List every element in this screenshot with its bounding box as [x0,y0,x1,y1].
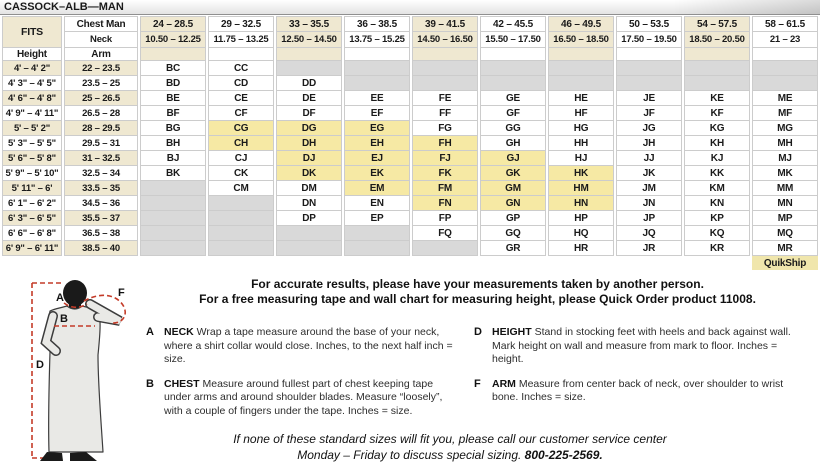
unavailable-cell [276,61,342,76]
unavailable-cell [548,61,614,76]
unavailable-cell [548,76,614,91]
unavailable-cell [616,61,682,76]
height-range-cell: 5' 11" – 6' [2,181,62,196]
size-row [2,211,818,226]
highlighted-size-code-cell: HN [548,196,614,211]
highlighted-size-code-cell: HM [548,181,614,196]
unavailable-cell [480,76,546,91]
size-code-cell: HH [548,136,614,151]
size-code-cell: KJ [684,151,750,166]
spacer-cell [208,48,274,61]
size-code-cell: MM [752,181,818,196]
unavailable-cell [752,61,818,76]
size-code-cell: MJ [752,151,818,166]
size-code-cell: BK [140,166,206,181]
size-code-cell: MH [752,136,818,151]
size-row [2,106,818,121]
measurement-notes [140,277,815,307]
figure-label-d: D [36,359,44,371]
chest-header-row [2,16,818,32]
size-code-cell: CJ [208,151,274,166]
neck-range-cell: 10.50 – 12.25 [140,32,206,48]
measurement-note-line2: For a free measuring tape and wall chart for measuring height, please Quick Order product 11008. [199,292,756,306]
instruction-item [146,326,462,367]
arm-range-cell: 29.5 – 31 [64,136,138,151]
unavailable-cell [752,76,818,91]
highlighted-size-code-cell: EG [344,121,410,136]
size-code-cell: EE [344,91,410,106]
height-range-cell: 6' 6" – 6' 8" [2,226,62,241]
height-range-cell: 5' 6" – 5' 8" [2,151,62,166]
unavailable-cell [208,211,274,226]
highlighted-size-code-cell: EJ [344,151,410,166]
highlighted-size-code-cell: EK [344,166,410,181]
instruction-letter: A [146,326,154,338]
unavailable-cell [208,241,274,256]
height-range-cell: 4' 3" – 4' 5" [2,76,62,91]
instruction-term: HEIGHT [492,326,532,338]
neck-range-cell: 21 – 23 [752,32,818,48]
highlighted-size-code-cell: FK [412,166,478,181]
figure-label-f: F [118,287,125,299]
arm-range-cell: 36.5 – 38 [64,226,138,241]
size-code-cell: MP [752,211,818,226]
unavailable-cell [276,241,342,256]
size-code-cell: DE [276,91,342,106]
height-range-cell: 4' – 4' 2" [2,61,62,76]
size-code-cell: CD [208,76,274,91]
size-code-cell: JG [616,121,682,136]
highlighted-size-code-cell: DH [276,136,342,151]
size-code-cell: FG [412,121,478,136]
neck-label: Neck [64,32,138,48]
size-code-cell: EN [344,196,410,211]
size-code-cell: HF [548,106,614,121]
size-code-cell: BF [140,106,206,121]
instruction-text: ARM Measure from center back of neck, over shoulder to wrist bone. Inches = size. [492,377,784,403]
spacer-cell [480,48,546,61]
instruction-letter: D [474,326,482,338]
size-code-cell: HE [548,91,614,106]
size-code-cell: DD [276,76,342,91]
unavailable-cell [344,226,410,241]
neck-range-cell: 18.50 – 20.50 [684,32,750,48]
size-code-cell: HR [548,241,614,256]
unavailable-cell [480,61,546,76]
highlighted-size-code-cell: GJ [480,151,546,166]
size-code-cell: MG [752,121,818,136]
highlighted-size-code-cell: GN [480,196,546,211]
size-code-cell: KE [684,91,750,106]
height-range-cell: 6' 1" – 6' 2" [2,196,62,211]
instructions-right-column [474,326,794,429]
size-code-cell: KG [684,121,750,136]
measuring-instructions [146,326,798,429]
arm-range-cell: 31 – 32.5 [64,151,138,166]
size-code-cell: MR [752,241,818,256]
highlighted-size-code-cell: FH [412,136,478,151]
highlighted-size-code-cell: GM [480,181,546,196]
chest-range-cell: 42 – 45.5 [480,16,546,32]
height-range-cell: 6' 9" – 6' 11" [2,241,62,256]
size-code-cell: CM [208,181,274,196]
spacer-cell [412,48,478,61]
size-code-cell: KQ [684,226,750,241]
arm-range-cell: 25 – 26.5 [64,91,138,106]
size-code-cell: BJ [140,151,206,166]
instruction-text: HEIGHT Stand in stocking feet with heels and back against wall. Mark height on wall and measure from mark to floor. Inches = height. [492,326,791,365]
arm-range-cell: 22 – 23.5 [64,61,138,76]
arm-range-cell: 33.5 – 35 [64,181,138,196]
unavailable-cell [140,196,206,211]
highlighted-size-code-cell: FM [412,181,478,196]
size-code-cell: CF [208,106,274,121]
height-range-cell: 4' 9" – 4' 11" [2,106,62,121]
instruction-item [146,378,462,419]
size-code-cell: JH [616,136,682,151]
highlighted-size-code-cell: EH [344,136,410,151]
size-code-cell: ME [752,91,818,106]
size-code-cell: DF [276,106,342,121]
size-code-cell: KR [684,241,750,256]
size-code-cell: MN [752,196,818,211]
size-code-cell: KP [684,211,750,226]
neck-range-cell: 17.50 – 19.50 [616,32,682,48]
unavailable-cell [412,76,478,91]
unavailable-cell [344,61,410,76]
size-row [2,91,818,106]
size-code-cell: EP [344,211,410,226]
size-code-cell: GP [480,211,546,226]
arm-range-cell: 38.5 – 40 [64,241,138,256]
highlighted-size-code-cell: DG [276,121,342,136]
highlighted-size-code-cell: EM [344,181,410,196]
instruction-text: NECK Wrap a tape measure around the base of your neck, where a shirt collar would close. Inches, to the next half inch = size. [164,326,453,365]
size-chart-table [0,16,820,270]
special-sizing-note [115,431,785,463]
unavailable-cell [344,241,410,256]
size-code-cell: JM [616,181,682,196]
spacer-cell [344,48,410,61]
neck-range-cell: 13.75 – 15.25 [344,32,410,48]
figure-label-b: B [60,313,68,325]
instruction-letter: B [146,377,154,390]
unavailable-cell [140,226,206,241]
cassock-measurement-diagram [4,280,140,472]
height-range-cell: 5' – 5' 2" [2,121,62,136]
customer-service-phone: 800-225-2569. [524,448,603,462]
size-code-cell: GG [480,121,546,136]
arm-range-cell: 35.5 – 37 [64,211,138,226]
spacer-cell [752,48,818,61]
special-sizing-line2-text: Monday – Friday to discuss special sizing. [297,448,525,462]
highlighted-size-code-cell: CG [208,121,274,136]
size-code-cell: FF [412,106,478,121]
size-code-cell: JE [616,91,682,106]
page-title: CASSOCK–ALB—MAN [0,0,820,15]
size-code-cell: BG [140,121,206,136]
neck-range-cell: 11.75 – 13.25 [208,32,274,48]
size-code-cell: KN [684,196,750,211]
height-range-cell: 4' 6" – 4' 8" [2,91,62,106]
size-code-cell: KH [684,136,750,151]
unavailable-cell [208,196,274,211]
quikship-row-spacer [2,256,750,270]
highlighted-size-code-cell: FJ [412,151,478,166]
unavailable-cell [684,76,750,91]
chest-range-cell: 54 – 57.5 [684,16,750,32]
height-arm-header-row [2,48,818,61]
size-code-cell: KF [684,106,750,121]
highlighted-size-code-cell: DK [276,166,342,181]
size-code-cell: MQ [752,226,818,241]
spacer-cell [140,48,206,61]
size-code-cell: GE [480,91,546,106]
size-code-cell: GR [480,241,546,256]
size-row [2,136,818,151]
height-col-label: Height [2,48,62,61]
unavailable-cell [412,241,478,256]
spacer-cell [276,48,342,61]
height-range-cell: 5' 3" – 5' 5" [2,136,62,151]
size-row [2,76,818,91]
neck-header-row [2,32,818,48]
size-code-cell: BH [140,136,206,151]
arm-range-cell: 32.5 – 34 [64,166,138,181]
instructions-left-column [146,326,462,429]
size-code-cell: CC [208,61,274,76]
size-code-cell: GH [480,136,546,151]
chest-range-cell: 33 – 35.5 [276,16,342,32]
size-code-cell: BC [140,61,206,76]
unavailable-cell [208,226,274,241]
size-row [2,61,818,76]
size-row [2,196,818,211]
fits-label: FITS [2,16,62,48]
size-code-cell: DP [276,211,342,226]
unavailable-cell [140,181,206,196]
special-sizing-line1: If none of these standard sizes will fit you, please call our customer service center [233,432,667,446]
spacer-cell [616,48,682,61]
size-code-cell: DN [276,196,342,211]
size-row [2,121,818,136]
unavailable-cell [344,76,410,91]
size-code-cell: JP [616,211,682,226]
quikship-row [2,256,818,270]
instruction-term: NECK [164,326,194,338]
arm-col-label: Arm [64,48,138,61]
measurement-note-line1: For accurate results, please have your measurements taken by another person. [251,277,704,291]
size-row [2,166,818,181]
neck-range-cell: 15.50 – 17.50 [480,32,546,48]
arm-range-cell: 23.5 – 25 [64,76,138,91]
unavailable-cell [276,226,342,241]
size-code-cell: GF [480,106,546,121]
chest-range-cell: 39 – 41.5 [412,16,478,32]
chest-range-cell: 50 – 53.5 [616,16,682,32]
size-code-cell: JJ [616,151,682,166]
size-row [2,181,818,196]
highlighted-size-code-cell: FN [412,196,478,211]
figure-label-a: A [56,292,64,304]
spacer-cell [684,48,750,61]
instruction-term: CHEST [164,377,200,390]
instruction-letter: F [474,377,481,390]
size-code-cell: MK [752,166,818,181]
size-code-cell: CK [208,166,274,181]
size-code-cell: KK [684,166,750,181]
size-code-cell: MF [752,106,818,121]
size-code-cell: BD [140,76,206,91]
height-range-cell: 6' 3" – 6' 5" [2,211,62,226]
highlighted-size-code-cell: GK [480,166,546,181]
size-code-cell: JN [616,196,682,211]
spacer-cell [548,48,614,61]
size-row [2,226,818,241]
size-code-cell: BE [140,91,206,106]
size-code-cell: HP [548,211,614,226]
size-code-cell: FP [412,211,478,226]
highlighted-size-code-cell: DJ [276,151,342,166]
unavailable-cell [616,76,682,91]
highlighted-size-code-cell: CH [208,136,274,151]
neck-range-cell: 14.50 – 16.50 [412,32,478,48]
size-code-cell: FQ [412,226,478,241]
neck-range-cell: 16.50 – 18.50 [548,32,614,48]
instruction-text: CHEST Measure around fullest part of chest keeping tape under arms and around shoulder blades. Measure “loosely”, with a couple of fingers under the tape. Inches = size. [164,377,443,417]
chest-range-cell: 24 – 28.5 [140,16,206,32]
neck-range-cell: 12.50 – 14.50 [276,32,342,48]
unavailable-cell [140,211,206,226]
cassock-robe [48,306,103,452]
chest-range-cell: 58 – 61.5 [752,16,818,32]
size-code-cell: GQ [480,226,546,241]
size-code-cell: CE [208,91,274,106]
special-sizing-line2 [115,447,785,463]
size-code-cell: HG [548,121,614,136]
chest-range-cell: 29 – 32.5 [208,16,274,32]
height-range-cell: 5' 9" – 5' 10" [2,166,62,181]
arm-range-cell: 28 – 29.5 [64,121,138,136]
size-code-cell: JF [616,106,682,121]
unavailable-cell [412,61,478,76]
size-code-cell: JQ [616,226,682,241]
size-row [2,241,818,256]
quikship-badge: QuikShip [752,256,818,270]
size-code-cell: HJ [548,151,614,166]
instruction-item [474,378,794,405]
size-code-cell: KM [684,181,750,196]
size-code-cell: FE [412,91,478,106]
arm-range-cell: 34.5 – 36 [64,196,138,211]
size-code-cell: EF [344,106,410,121]
size-code-cell: JK [616,166,682,181]
instruction-item [474,326,794,367]
unavailable-cell [684,61,750,76]
instruction-term: ARM [492,377,516,390]
arm-range-cell: 26.5 – 28 [64,106,138,121]
figure-left-foot [40,452,63,461]
size-code-cell: DM [276,181,342,196]
size-code-cell: HQ [548,226,614,241]
chest-range-cell: 46 – 49.5 [548,16,614,32]
figure-right-foot [70,452,97,461]
size-row [2,151,818,166]
chest-man-label: Chest Man [64,16,138,32]
unavailable-cell [140,241,206,256]
highlighted-size-code-cell: HK [548,166,614,181]
chest-range-cell: 36 – 38.5 [344,16,410,32]
size-code-cell: JR [616,241,682,256]
